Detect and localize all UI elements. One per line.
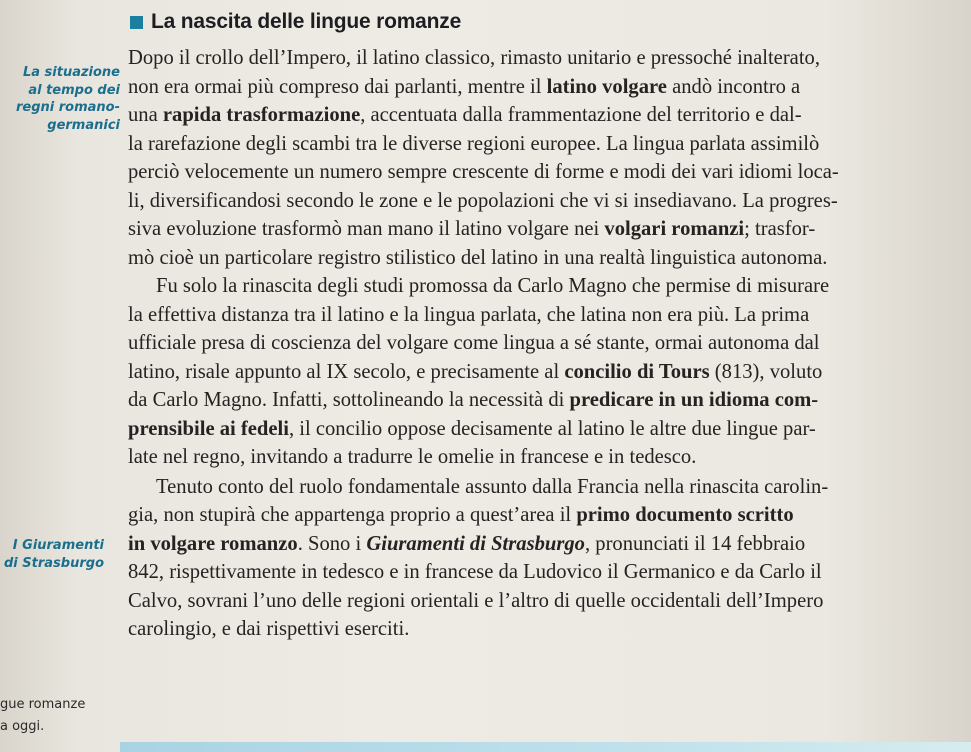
paragraph-1 — [128, 44, 938, 272]
text-segment: carolingio, e dai rispettivi eserciti. — [128, 618, 410, 640]
bold-italic-term: Giuramenti di Strasburgo — [366, 532, 585, 555]
bold-term: primo documento scritto — [576, 504, 794, 526]
body-text — [128, 44, 938, 644]
text-line — [128, 101, 938, 130]
text-segment: non era ormai più compreso dai parlanti, mentre il — [128, 75, 547, 98]
margin-cut-text-1: gue romanze — [0, 697, 86, 712]
text-line — [128, 587, 938, 616]
text-segment: Calvo, sovrani l’uno delle regioni orientali e l’altro di quelle occidentali dell’Impero — [128, 589, 824, 612]
text-segment: Dopo il crollo dell’Impero, il latino classico, rimasto unitario e pressoché inalterato, — [128, 47, 820, 69]
section-heading — [130, 10, 461, 34]
text-line — [128, 358, 938, 387]
paragraph-3 — [128, 473, 938, 644]
text-segment: da Carlo Magno. Infatti, sottolineando la necessità di — [128, 389, 570, 411]
text-segment: gia, non stupirà che appartenga proprio a quest’area il — [128, 504, 577, 526]
text-segment: . Sono i — [297, 532, 367, 555]
bold-term: latino volgare — [546, 75, 667, 98]
text-segment: una — [128, 104, 163, 126]
margin-note-line: I Giuramenti — [12, 538, 104, 553]
text-line — [128, 501, 938, 530]
text-segment: andò incontro a — [666, 75, 801, 98]
margin-note-line: al tempo dei — [28, 82, 120, 98]
text-segment: la effettiva distanza tra il latino e la lingua parlata, che latina non era più. La prima — [128, 303, 810, 326]
text-line — [128, 44, 938, 73]
text-line — [128, 272, 938, 301]
text-segment: late nel regno, invitando a tradurre le omelie in francese e in tedesco. — [128, 446, 697, 468]
bold-term: in volgare romanzo — [128, 532, 298, 555]
text-segment: , accentuata dalla frammentazione del territorio e dal- — [360, 104, 802, 126]
text-line — [128, 73, 938, 102]
text-segment: ufficiale presa di coscienza del volgare come lingua a sé stante, ormai autonoma dal — [128, 332, 820, 354]
margin-note-situazione — [16, 64, 120, 134]
text-line — [128, 244, 938, 273]
margin-note-giuramenti — [4, 537, 104, 572]
margin-note-line: di Strasburgo — [4, 555, 104, 571]
text-segment: (813), voluto — [709, 360, 823, 383]
text-segment: perciò velocemente un numero sempre crescente di forme e modi dei vari idiomi loca- — [128, 161, 839, 183]
text-line — [128, 158, 938, 187]
text-line — [128, 415, 938, 444]
margin-note-line: La situazione — [22, 65, 120, 80]
text-line — [128, 386, 938, 415]
margin-cut-text-2: a oggi. — [0, 719, 45, 734]
bold-term: volgari romanzi — [604, 218, 745, 240]
text-segment: la rarefazione degli scambi tra le diverse regioni europee. La lingua parlata assimilò — [128, 132, 820, 155]
text-segment: 842, rispettivamente in tedesco e in francese da Ludovico il Germanico e da Carlo il — [128, 561, 822, 583]
text-line — [128, 329, 938, 358]
text-segment: siva evoluzione trasformò man mano il latino volgare nei — [128, 218, 605, 240]
text-segment: latino, risale appunto al IX secolo, e precisamente al — [128, 360, 565, 383]
text-line — [128, 130, 938, 159]
text-line — [128, 473, 938, 502]
text-line — [128, 615, 938, 644]
text-segment: ; trasfor- — [744, 218, 816, 240]
paragraph-2 — [128, 272, 938, 472]
text-segment: li, diversificandosi secondo le zone e le popolazioni che vi si insediavano. La progres- — [128, 189, 838, 212]
text-line — [128, 301, 938, 330]
text-line — [128, 187, 938, 216]
bold-term: concilio di Tours — [564, 360, 710, 383]
text-line — [128, 443, 938, 472]
text-line — [128, 530, 938, 559]
section-title: La nascita delle lingue romanze — [151, 10, 462, 33]
bottom-color-band — [120, 742, 971, 752]
text-line — [128, 215, 938, 244]
text-segment: , pronunciati il 14 febbraio — [584, 532, 806, 555]
text-segment: Tenuto conto del ruolo fondamentale assunto dalla Francia nella rinascita carolin- — [156, 475, 829, 498]
bold-term: rapida trasformazione — [162, 104, 361, 126]
text-segment: Fu solo la rinascita degli studi promossa da Carlo Magno che permise di misurare — [156, 275, 830, 297]
margin-note-line: regni romano- — [15, 100, 120, 115]
text-segment: , il concilio oppose decisamente al latino le altre due lingue par- — [288, 417, 816, 440]
square-bullet-icon — [130, 16, 143, 29]
bold-term: prensibile ai fedeli — [128, 417, 289, 440]
text-line — [128, 558, 938, 587]
text-segment: mò cioè un particolare registro stilistico del latino in una realtà linguistica autonoma. — [128, 246, 828, 269]
bold-term: predicare in un idioma com- — [569, 389, 819, 411]
margin-note-line: germanici — [47, 117, 120, 133]
